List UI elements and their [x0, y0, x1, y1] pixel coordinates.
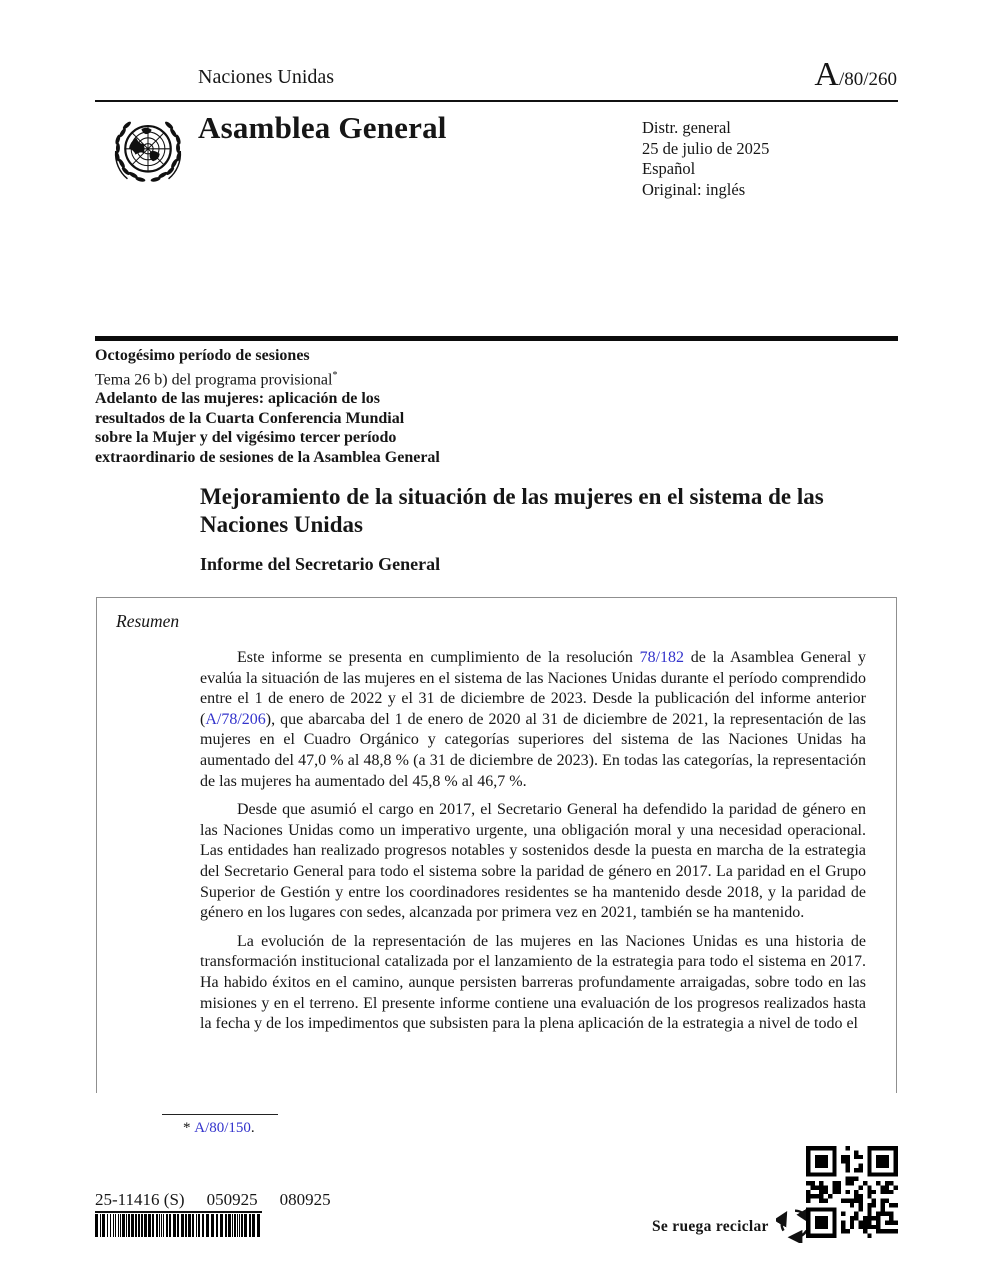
summary-text: de la Asamblea General y evalúa la situación de las mujeres en el sistema de las Naciones Unidas durante el período comprendido entre el 1 de enero de 2022 y el 31 de diciembre de 2023. Desde la publicación del informe anterior (: [200, 649, 866, 728]
report-title: Mejoramiento de la situación de las mujeres en el sistema de las Naciones Unidas: [200, 484, 824, 537]
barcode: [95, 1214, 262, 1242]
summary-paragraph-2: Desde que asumió el cargo en 2017, el Secretario General ha defendido la paridad de género en las Naciones Unidas como un imperativo urgente, una obligación moral y una necesidad operacional. Las entidades han realizado progresos notables y sostenidos desde la puesta en marcha de la estrategia del Secretario General para todo el sistema sobre la paridad de género en 2017. La paridad en el Grupo Superior de Gestión y entre los coordinadores residentes se ha mantenido desde 2018, y la paridad de género en los lugares con sedes, alcanzada por primera vez en 2021, también se ha mantenido.: [200, 801, 866, 922]
header-rule: [95, 100, 898, 102]
footnote: [183, 1120, 255, 1137]
document-symbol-letter: A: [814, 56, 839, 93]
recycle-notice: [652, 1205, 814, 1248]
document-symbol: [814, 56, 897, 94]
summary-heading: Resumen: [116, 611, 180, 631]
agenda-item-line: extraordinario de sesiones de la Asamblea General: [95, 448, 440, 466]
agenda-item-line: resultados de la Cuarta Conferencia Mundial: [95, 409, 405, 427]
distribution-type: Distr. general: [642, 118, 731, 137]
agenda-item-line: Adelanto de las mujeres: aplicación de los: [95, 390, 381, 408]
report-link-a-78-206[interactable]: A/78/206: [205, 710, 266, 728]
summary-body: [200, 648, 866, 1035]
summary-paragraph-1: [200, 648, 866, 792]
summary-text: ), que abarcaba del 1 de enero de 2020 al 31 de diciembre de 2021, la representación de las mujeres en el Cuadro Orgánico y categorías superiores del sistema de las Naciones Unidas ha aumentado del 47,0 % al 48,8 % (a 31 de diciembre de 2023). En todas las categorías, la representación de las mujeres ha aumentado del 45,8 % al 46,7 %.: [200, 710, 866, 790]
qr-code: [806, 1146, 898, 1243]
footnote-marker: *: [183, 1120, 191, 1136]
summary-box: [96, 597, 897, 1093]
job-date-1: 050925: [206, 1190, 258, 1209]
summary-paragraph-3: La evolución de la representación de las mujeres en las Naciones Unidas es una historia de transformación institucional catalizada por el lanzamiento de la estrategia para todo el sistema en 2017. Ha habido éxitos en el camino, aunque persisten barreras profundamente arraigadas, sobre todo en las misiones y en el terreno. El presente informe contiene una evaluación de los progresos realizados hasta la fecha y de los impedimentos que subsisten para la plena aplicación de la estrategia a nivel de todo el: [200, 932, 866, 1033]
footnote-marker: *: [332, 369, 338, 381]
un-emblem-icon: [104, 107, 192, 200]
job-number-line: [95, 1190, 353, 1210]
agenda-reference: Tema 26 b) del programa provisional*: [95, 369, 338, 388]
job-number: 25-11416 (S): [95, 1190, 185, 1209]
document-language: Español: [642, 159, 696, 178]
distribution-block: [642, 118, 769, 200]
job-date-2: 080925: [279, 1190, 331, 1209]
report-subtitle: Informe del Secretario General: [200, 554, 441, 574]
job-underline: [95, 1211, 262, 1213]
footnote-suffix: .: [250, 1120, 255, 1136]
session-block: [95, 346, 440, 467]
summary-text: Este informe se presenta en cumplimiento de la resolución: [237, 649, 640, 666]
resolution-link-78-182[interactable]: 78/182: [639, 649, 685, 666]
agenda-item-line: sobre la Mujer y del vigésimo tercer período: [95, 429, 397, 447]
session-rule: [95, 336, 898, 341]
organ-title: Asamblea General: [198, 110, 447, 145]
session-title: Octogésimo período de sesiones: [95, 347, 310, 364]
footnote-link-a-80-150[interactable]: A/80/150: [194, 1120, 251, 1136]
org-name: Naciones Unidas: [198, 66, 335, 88]
recycle-text: Se ruega reciclar: [652, 1217, 769, 1235]
document-date: 25 de julio de 2025: [642, 138, 770, 158]
footnote-rule: [162, 1114, 278, 1115]
original-language: Original: inglés: [642, 179, 746, 199]
document-symbol-number: /80/260: [838, 69, 897, 90]
